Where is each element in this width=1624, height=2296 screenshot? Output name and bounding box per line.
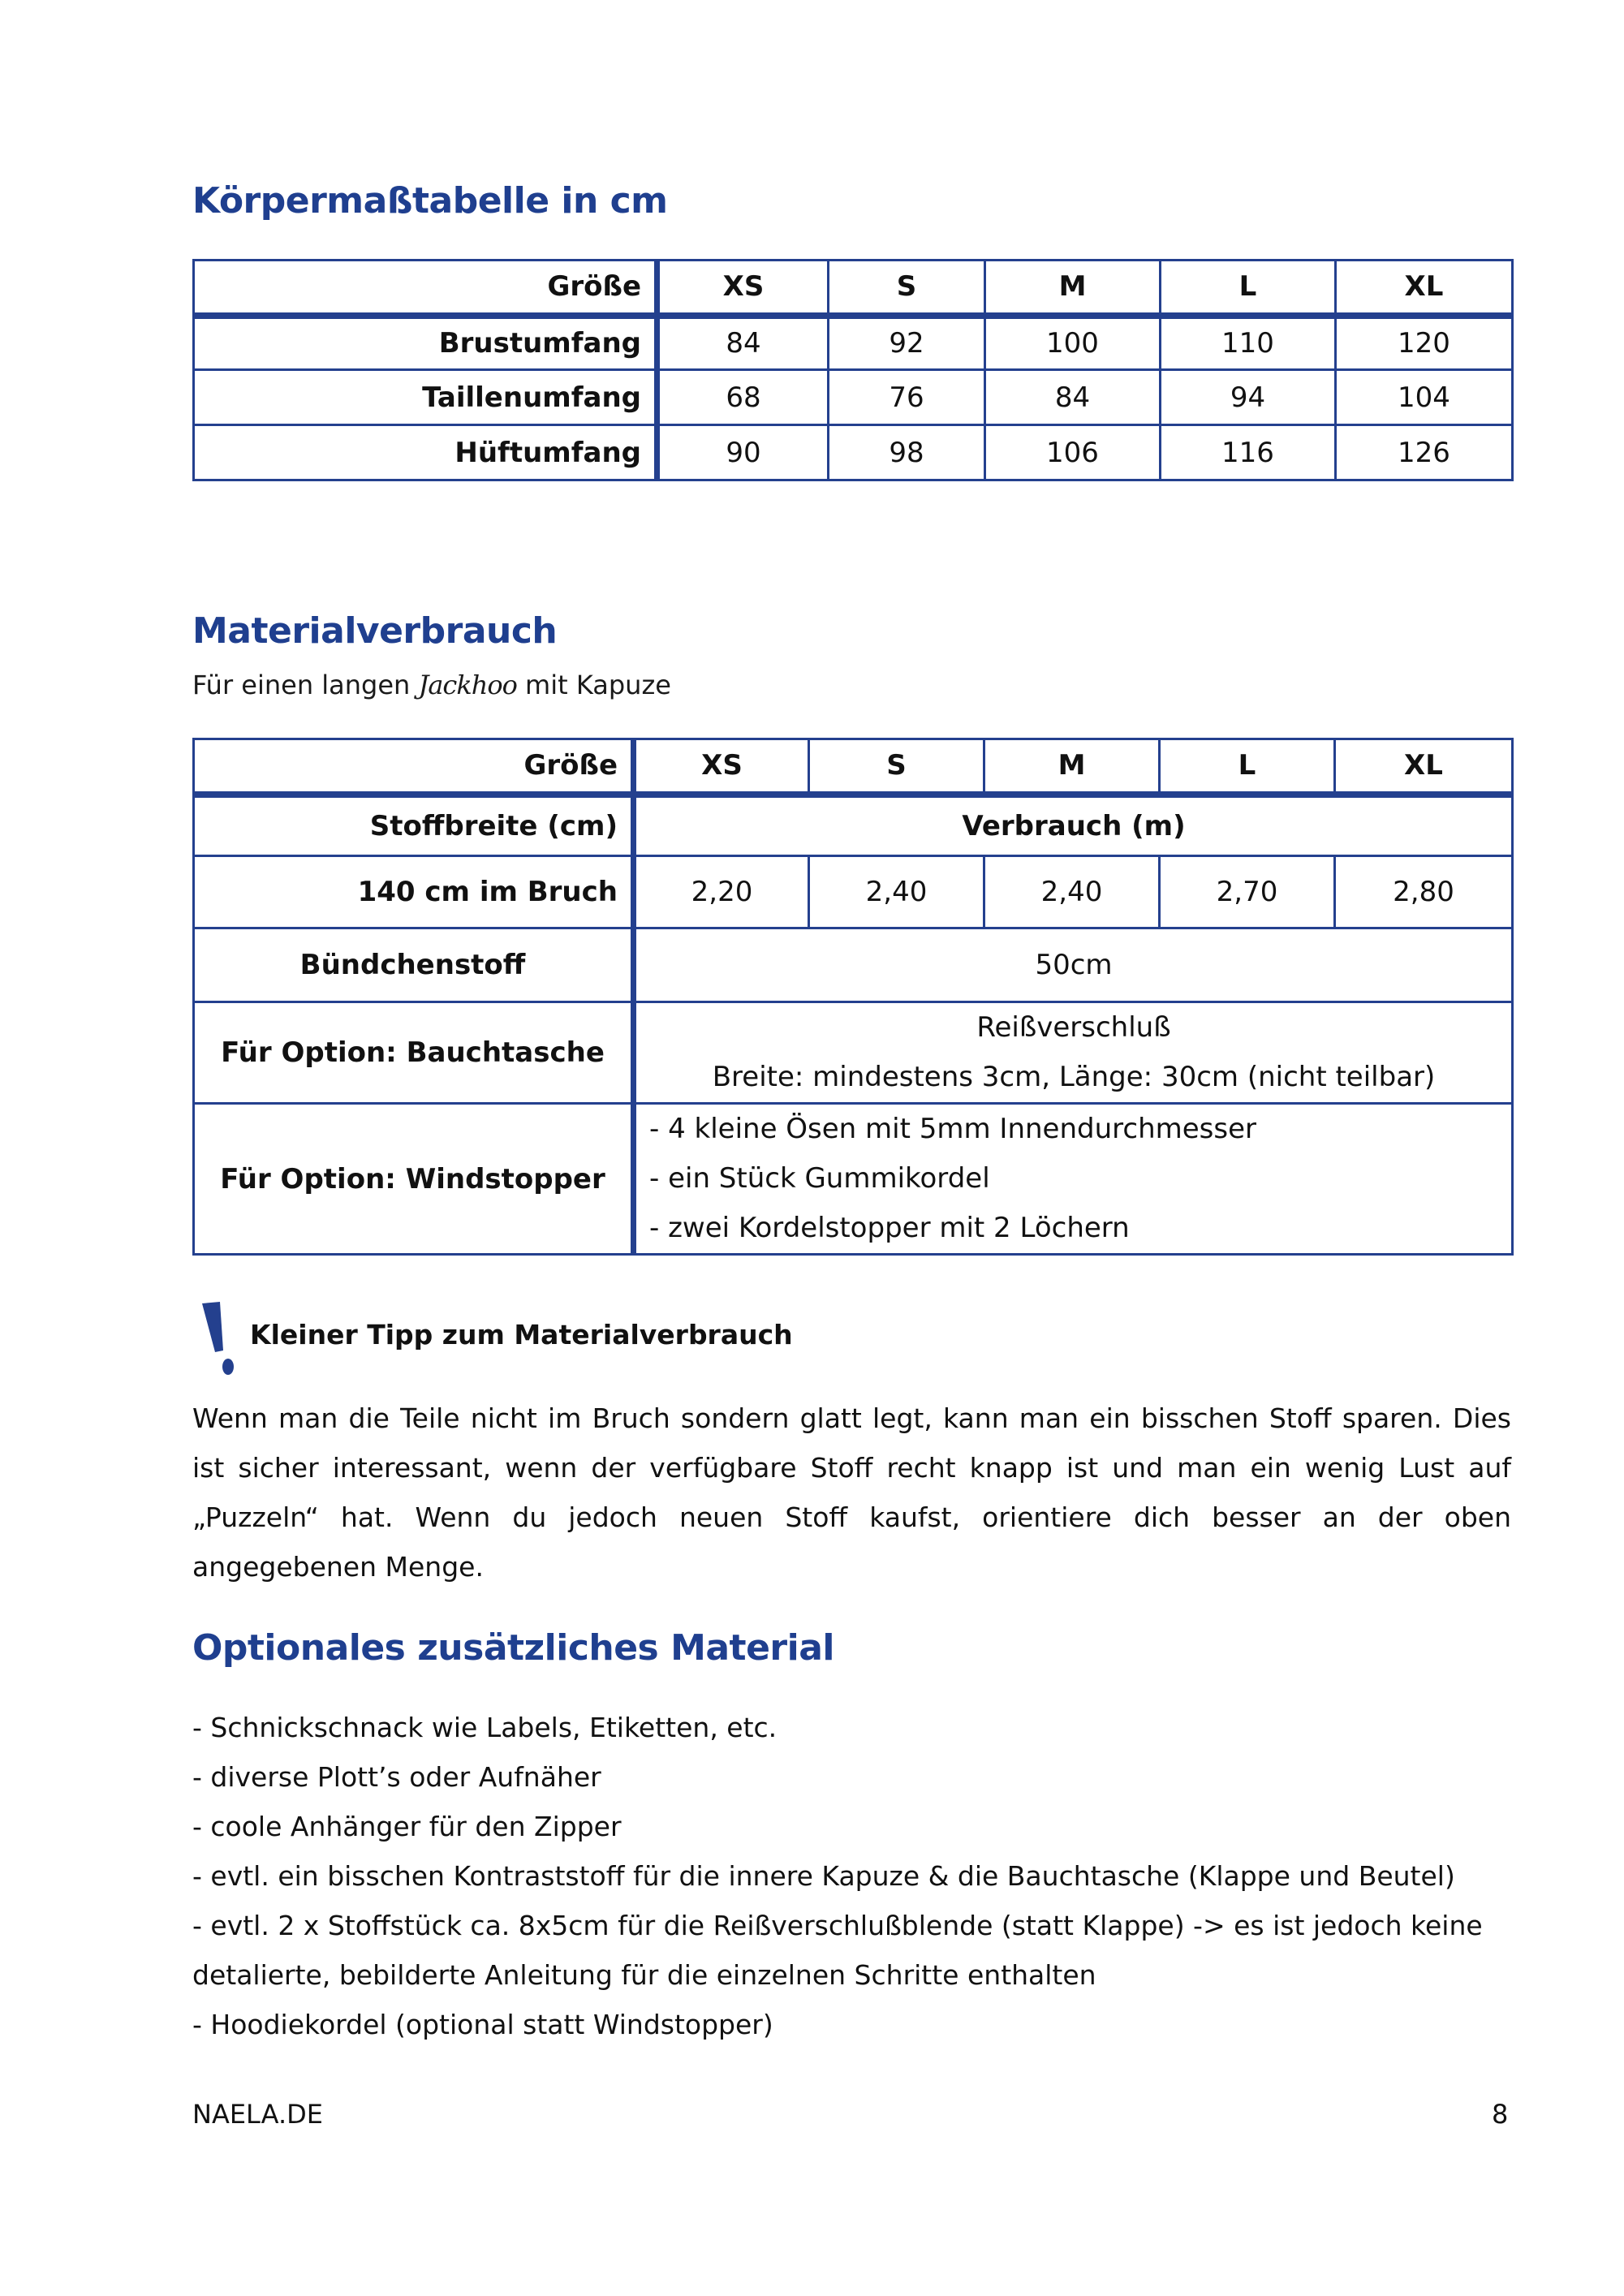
page-number: 8: [1492, 2099, 1509, 2130]
table-row: [194, 425, 1513, 480]
cell-value: 104: [1336, 370, 1513, 425]
cell-value: 90: [657, 425, 829, 480]
size-s: S: [809, 739, 984, 795]
list-item: - coole Anhänger für den Zipper: [192, 1811, 622, 1842]
material-usage-table: [192, 738, 1514, 1256]
table-row: [194, 1002, 1513, 1104]
table-row: [194, 928, 1513, 1002]
usage-label: Verbrauch (m): [634, 795, 1513, 856]
cell-value: 2,40: [809, 856, 984, 928]
size-l: L: [1161, 261, 1336, 316]
cell-value: 84: [985, 370, 1161, 425]
size-s: S: [829, 261, 985, 316]
list-item: - Hoodiekordel (optional statt Windstopper): [192, 2009, 773, 2040]
fabric-width-label: Stoffbreite (cm): [194, 795, 634, 856]
cell-value: 100: [985, 316, 1161, 370]
cell-value: 76: [829, 370, 985, 425]
table-header-row: [194, 739, 1513, 795]
cell-value: 120: [1336, 316, 1513, 370]
cell-value: 84: [657, 316, 829, 370]
table-header-row: [194, 261, 1513, 316]
cell-value: 116: [1161, 425, 1336, 480]
table-row: [194, 370, 1513, 425]
row-label: Bündchenstoff: [194, 928, 634, 1002]
cell-value: 2,40: [984, 856, 1160, 928]
list-item: - zwei Kordelstopper mit 2 Löchern: [649, 1212, 1130, 1244]
brand-name: Jackhoo: [418, 670, 517, 700]
size-xs: XS: [657, 261, 829, 316]
body-measurements-table: [192, 259, 1514, 481]
table-row: [194, 316, 1513, 370]
table-row: [194, 856, 1513, 928]
cell-value: 94: [1161, 370, 1336, 425]
optional-material-title: Optionales zusätzliches Material: [192, 1627, 834, 1669]
list-item: - ein Stück Gummikordel: [649, 1162, 990, 1195]
zipper-label: Reißverschluß: [976, 1011, 1171, 1044]
tip-title: Kleiner Tipp zum Materialverbrauch: [250, 1319, 793, 1350]
list-item: - Schnickschnack wie Labels, Etiketten, etc.: [192, 1712, 778, 1743]
table-row: [194, 795, 1513, 856]
list-item: - 4 kleine Ösen mit 5mm Innendurchmesser: [649, 1113, 1256, 1145]
size-xl: XL: [1336, 261, 1513, 316]
exclamation-icon: [199, 1300, 238, 1378]
size-header-label: Größe: [194, 739, 634, 795]
row-label: 140 cm im Bruch: [194, 856, 634, 928]
cell-value: 2,70: [1160, 856, 1335, 928]
cell-value: 98: [829, 425, 985, 480]
cell-value: 2,80: [1335, 856, 1513, 928]
list-item: detalierte, bebilderte Anleitung für die einzelnen Schritte enthalten: [192, 1959, 1096, 1991]
subtitle-text-after: mit Kapuze: [525, 670, 671, 700]
list-item: - evtl. 2 x Stoffstück ca. 8x5cm für die Reißverschlußblende (statt Klappe) -> es ist jedoch keine: [192, 1910, 1483, 1941]
table-row: [194, 1104, 1513, 1255]
cell-value: 50cm: [634, 928, 1513, 1002]
optional-material-list: [192, 1703, 1511, 2049]
size-xs: XS: [634, 739, 809, 795]
material-subtitle: [192, 670, 671, 700]
pocket-details: [634, 1002, 1513, 1104]
subtitle-text-before: Für einen langen: [192, 670, 411, 700]
cell-value: 68: [657, 370, 829, 425]
list-item: - diverse Plott’s oder Aufnäher: [192, 1761, 601, 1793]
size-m: M: [984, 739, 1160, 795]
row-label: Taillenumfang: [194, 370, 657, 425]
row-label: Für Option: Bauchtasche: [194, 1002, 634, 1104]
cell-value: 110: [1161, 316, 1336, 370]
body-measurements-title: Körpermaßtabelle in cm: [192, 180, 668, 222]
cell-value: 126: [1336, 425, 1513, 480]
size-l: L: [1160, 739, 1335, 795]
size-m: M: [985, 261, 1161, 316]
row-label: Für Option: Windstopper: [194, 1104, 634, 1255]
tip-text: Wenn man die Teile nicht im Bruch sondern glatt legt, kann man ein bisschen Stoff sparen. Dies ist sicher interessant, wenn der verfügbare Stoff recht knapp ist und man ein wenig Lust auf „Puzzeln“ hat. Wenn du jedoch neuen Stoff kaufst, orientiere dich besser an der oben angegebenen Menge.: [192, 1402, 1511, 1583]
list-item: - evtl. ein bisschen Kontraststoff für die innere Kapuze & die Bauchtasche (Klappe und Beutel): [192, 1860, 1455, 1892]
cell-value: 2,20: [634, 856, 809, 928]
size-xl: XL: [1335, 739, 1513, 795]
cell-value: 92: [829, 316, 985, 370]
cell-value: 106: [985, 425, 1161, 480]
size-header-label: Größe: [194, 261, 657, 316]
zipper-dimensions: Breite: mindestens 3cm, Länge: 30cm (nicht teilbar): [712, 1061, 1436, 1093]
material-title: Materialverbrauch: [192, 610, 558, 652]
footer-site: NAELA.DE: [192, 2099, 323, 2130]
row-label: Brustumfang: [194, 316, 657, 370]
row-label: Hüftumfang: [194, 425, 657, 480]
windstopper-items: [634, 1104, 1513, 1255]
